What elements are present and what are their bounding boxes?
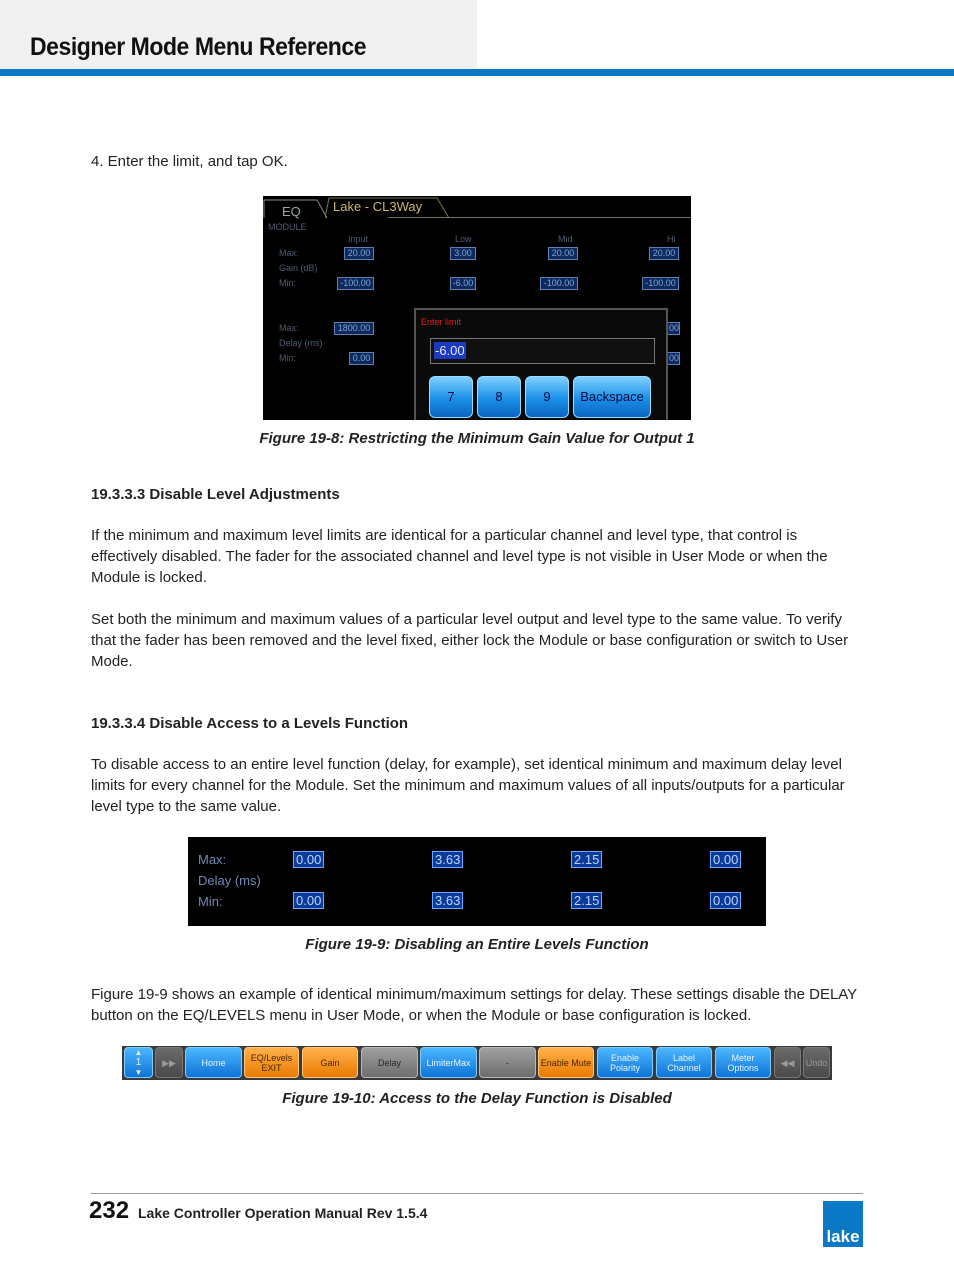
empty-button[interactable]: - bbox=[479, 1047, 536, 1078]
eq-tab[interactable] bbox=[266, 198, 326, 218]
meter-options-button[interactable]: Meter Options bbox=[715, 1047, 771, 1078]
figure-19-8-caption: Figure 19-8: Restricting the Minimum Gain Value for Output 1 bbox=[259, 430, 695, 447]
backspace-button[interactable]: Backspace bbox=[573, 376, 651, 418]
gain-min-hi[interactable]: -100.00 bbox=[642, 277, 679, 290]
column-input: Input bbox=[348, 234, 369, 244]
page-title: Designer Mode Menu Reference bbox=[30, 33, 367, 61]
delay-min-label: Min: bbox=[198, 894, 223, 909]
figure-19-10-caption: Figure 19-10: Access to the Delay Function is Disabled bbox=[282, 1090, 672, 1107]
label-channel-button[interactable]: Label Channel bbox=[656, 1047, 712, 1078]
limit-input-value: -6.00 bbox=[435, 343, 465, 358]
paragraph-figure-19-9-explanation: Figure 19-9 shows an example of identical minimum/maximum settings for delay. These settings disable the DELAY button on the EQ/LEVELS menu in User Mode, or when the Module or base configuration is locked. bbox=[91, 986, 857, 1024]
rewind-icon[interactable]: ◀◀ bbox=[774, 1047, 801, 1078]
gain-min-mid[interactable]: -100.00 bbox=[540, 277, 578, 290]
section-2-paragraph-1: To disable access to an entire level function (delay, for example), set identical minimum and maximum delay level limits for every channel for the Module. Set the minimum and maximum values of all inputs/outputs for a particular level type to the same value. bbox=[91, 756, 845, 815]
enable-polarity-button[interactable]: Enable Polarity bbox=[597, 1047, 653, 1078]
header-rule bbox=[0, 69, 954, 76]
delay-max-low[interactable]: 3.63 bbox=[432, 851, 463, 868]
arrow-up-icon: ▲ bbox=[134, 1047, 143, 1057]
delay-min-mid[interactable]: 2.15 bbox=[571, 892, 602, 909]
gain-max-mid[interactable]: 20.00 bbox=[548, 247, 578, 260]
manual-title: Lake Controller Operation Manual Rev 1.5.4 bbox=[138, 1205, 428, 1221]
delay-max-hi[interactable]: 0.00 bbox=[710, 851, 741, 868]
logo-text: lake bbox=[826, 1227, 860, 1246]
delay-min-hi[interactable]: 0.00 bbox=[710, 892, 741, 909]
limitermax-button[interactable]: LimiterMax bbox=[420, 1047, 477, 1078]
page-number: 1 bbox=[135, 1056, 142, 1068]
home-button[interactable]: Home bbox=[185, 1047, 242, 1078]
enable-mute-button[interactable]: Enable Mute bbox=[538, 1047, 594, 1078]
column-low: Low bbox=[455, 234, 472, 244]
delay-max-label: Max: bbox=[198, 852, 227, 867]
limit-input[interactable] bbox=[430, 338, 655, 364]
gain-button[interactable]: Gain bbox=[302, 1047, 358, 1078]
key-7-button[interactable]: 7 bbox=[429, 376, 473, 418]
delay-min-input[interactable]: 0.00 bbox=[293, 892, 324, 909]
column-hi: Hi bbox=[667, 234, 676, 244]
arrow-down-icon: ▼ bbox=[134, 1067, 143, 1077]
delay-min-input[interactable]: 0.00 bbox=[349, 352, 374, 365]
page-number: 232 bbox=[89, 1197, 130, 1224]
key-8-button[interactable]: 8 bbox=[477, 376, 521, 418]
gain-min-low[interactable]: -6.00 bbox=[450, 277, 476, 290]
undo-button[interactable]: Undo bbox=[803, 1047, 830, 1078]
delay-max-input[interactable]: 1800.00 bbox=[334, 322, 374, 335]
enter-limit-dialog bbox=[414, 308, 668, 420]
gain-min-input[interactable]: -100.00 bbox=[337, 277, 374, 290]
delay-min-hi[interactable]: 00 bbox=[669, 353, 680, 363]
section-1-paragraph-2: Set both the minimum and maximum values of a particular level output and level type to the same value. To verify that the fader has been removed and the level fixed, either lock the Module or base configuration or switch to User Mode. bbox=[91, 611, 849, 670]
delay-max-hi[interactable]: 00 bbox=[669, 323, 680, 333]
fast-forward-icon[interactable]: ▶▶ bbox=[155, 1047, 183, 1078]
eq-levels-exit-button[interactable]: EQ/Levels EXIT bbox=[244, 1047, 299, 1078]
figure-19-9-caption: Figure 19-9: Disabling an Entire Levels Function bbox=[305, 936, 649, 953]
gain-label: Gain (dB) bbox=[279, 263, 318, 273]
delay-ms-label: Delay (ms) bbox=[198, 873, 261, 888]
module-label: MODULE bbox=[268, 222, 307, 232]
section-heading-disable-access: 19.3.3.4 Disable Access to a Levels Function bbox=[91, 715, 409, 732]
delay-min-label: Min: bbox=[279, 353, 297, 363]
gain-max-label: Max: bbox=[279, 248, 299, 258]
tab-baseline bbox=[388, 217, 691, 218]
delay-label: Delay (ms) bbox=[279, 338, 323, 348]
dialog-title: Enter limit bbox=[421, 317, 462, 327]
delay-max-label: Max: bbox=[279, 323, 299, 333]
gain-max-hi[interactable]: 20.00 bbox=[649, 247, 679, 260]
delay-button[interactable]: Delay bbox=[361, 1047, 418, 1078]
step-4-text: 4. Enter the limit, and tap OK. bbox=[91, 153, 288, 170]
section-1-paragraph-1: If the minimum and maximum level limits are identical for a particular channel and level type, that control is effectively disabled. The fader for the associated channel and level type is not visible in User Mode or when the Module is locked. bbox=[91, 527, 828, 586]
section-heading-disable-level: 19.3.3.3 Disable Level Adjustments bbox=[91, 486, 340, 503]
figure-19-10-toolbar bbox=[122, 1046, 832, 1080]
delay-max-input[interactable]: 0.00 bbox=[293, 851, 324, 868]
column-mid: Mid bbox=[558, 234, 573, 244]
delay-max-mid[interactable]: 2.15 bbox=[571, 851, 602, 868]
delay-min-low[interactable]: 3.63 bbox=[432, 892, 463, 909]
footer-rule bbox=[91, 1193, 863, 1194]
lake-logo bbox=[823, 1201, 863, 1247]
eq-tab-label: EQ bbox=[282, 204, 301, 219]
figure-19-8 bbox=[263, 196, 691, 420]
figure-19-9 bbox=[188, 837, 766, 926]
key-9-button[interactable]: 9 bbox=[525, 376, 569, 418]
page-selector-button[interactable] bbox=[124, 1047, 153, 1078]
module-tab-name[interactable]: Lake - CL3Way bbox=[333, 199, 423, 214]
gain-min-label: Min: bbox=[279, 278, 297, 288]
gain-max-low[interactable]: 3.00 bbox=[450, 247, 476, 260]
gain-max-input[interactable]: 20.00 bbox=[344, 247, 374, 260]
